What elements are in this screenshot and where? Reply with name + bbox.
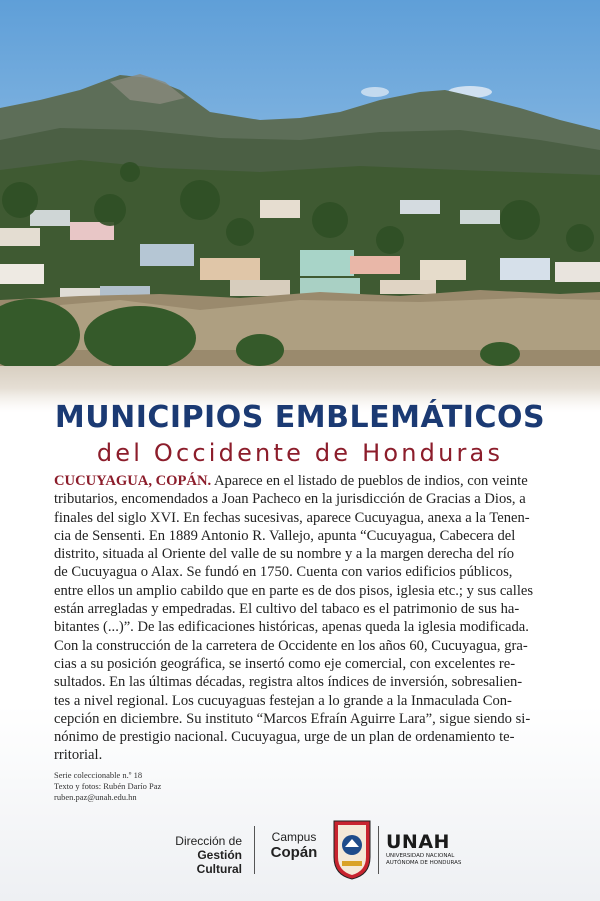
page-title: MUNICIPIOS EMBLEMÁTICOS (54, 400, 546, 435)
campus-copan-logo: Campus Copán (270, 830, 318, 861)
article-line: bitantes (...)”. De las edificaciones históricas, apenas queda la iglesia modificada. (54, 619, 529, 636)
footer-logos (150, 820, 470, 880)
article-line: entre ellos un amplio cabildo que en parte es de dos pisos, iglesia etc.; y sus calles (54, 582, 534, 599)
article-line: sultados. En las últimas décadas, registra altos índices de inversión, sobresalien- (54, 674, 523, 691)
article-line: CUCUYAGUA, COPÁN. Aparece en el listado de pueblos de indios, con veinte (54, 473, 528, 489)
divider (254, 826, 255, 874)
article-line: tributarios, encomendados a Joan Pacheco en la jurisdicción de Gracias a Dios, a (54, 491, 526, 508)
article-line: Con la construcción de la carretera de Occidente en los años 60, Cucuyagua, gra- (54, 637, 528, 654)
header (0, 398, 600, 468)
town-landscape-photo (0, 0, 600, 412)
series-label: Serie coleccionable n.º 18 (54, 770, 143, 780)
article-line: nónimo de prestigio nacional. Cucuyagua, urge de un plan de ordenamiento te- (54, 729, 515, 746)
unah-full-name: UNIVERSIDAD NACIONAL AUTÓNOMA DE HONDURAS (386, 853, 462, 866)
credits (54, 770, 161, 803)
article-line: cia de Sensenti. En 1889 Antonio R. Vallejo, apunta “Cucuyagua, Cabecera del (54, 527, 516, 544)
article-line: distrito, situada al Oriente del valle de su nombre y a la margen derecha del río (54, 546, 515, 563)
article-line: cias a su posición geográfica, se insertó como eje comercial, con excelentes re- (54, 655, 516, 672)
article-line: cepción en diciembre. Su instituto “Marcos Efraín Aguirre Lara”, sigue siendo si- (54, 710, 531, 727)
article-text (54, 472, 548, 765)
article-lead: CUCUYAGUA, COPÁN. (54, 473, 212, 489)
unah-logo: UNAH (386, 831, 450, 853)
author-email: ruben.paz@unah.edu.hn (54, 792, 137, 802)
article-line: de Cucuyagua o Alax. Se fundó en 1750. Cuenta con varios edificios públicos, (54, 564, 513, 581)
article-line: finales del siglo XVI. En fechas sucesivas, aparece Cucuyagua, anexa a la Tenen- (54, 509, 530, 526)
article-line: rritorial. (54, 747, 103, 764)
divider (378, 826, 379, 874)
article-line: tes a nivel regional. Los cucuyaguas festejan a lo grande a la Inmaculada Con- (54, 692, 512, 709)
article-line: están arregladas y empedradas. El cultivo del tabaco es el patrimonio de sus ha- (54, 601, 520, 618)
page-subtitle: del Occidente de Honduras (96, 439, 504, 467)
gestion-cultural-logo: Dirección de Gestión Cultural (175, 834, 242, 876)
university-seal-icon (330, 817, 374, 881)
author-label: Texto y fotos: Rubén Darío Paz (54, 781, 162, 791)
